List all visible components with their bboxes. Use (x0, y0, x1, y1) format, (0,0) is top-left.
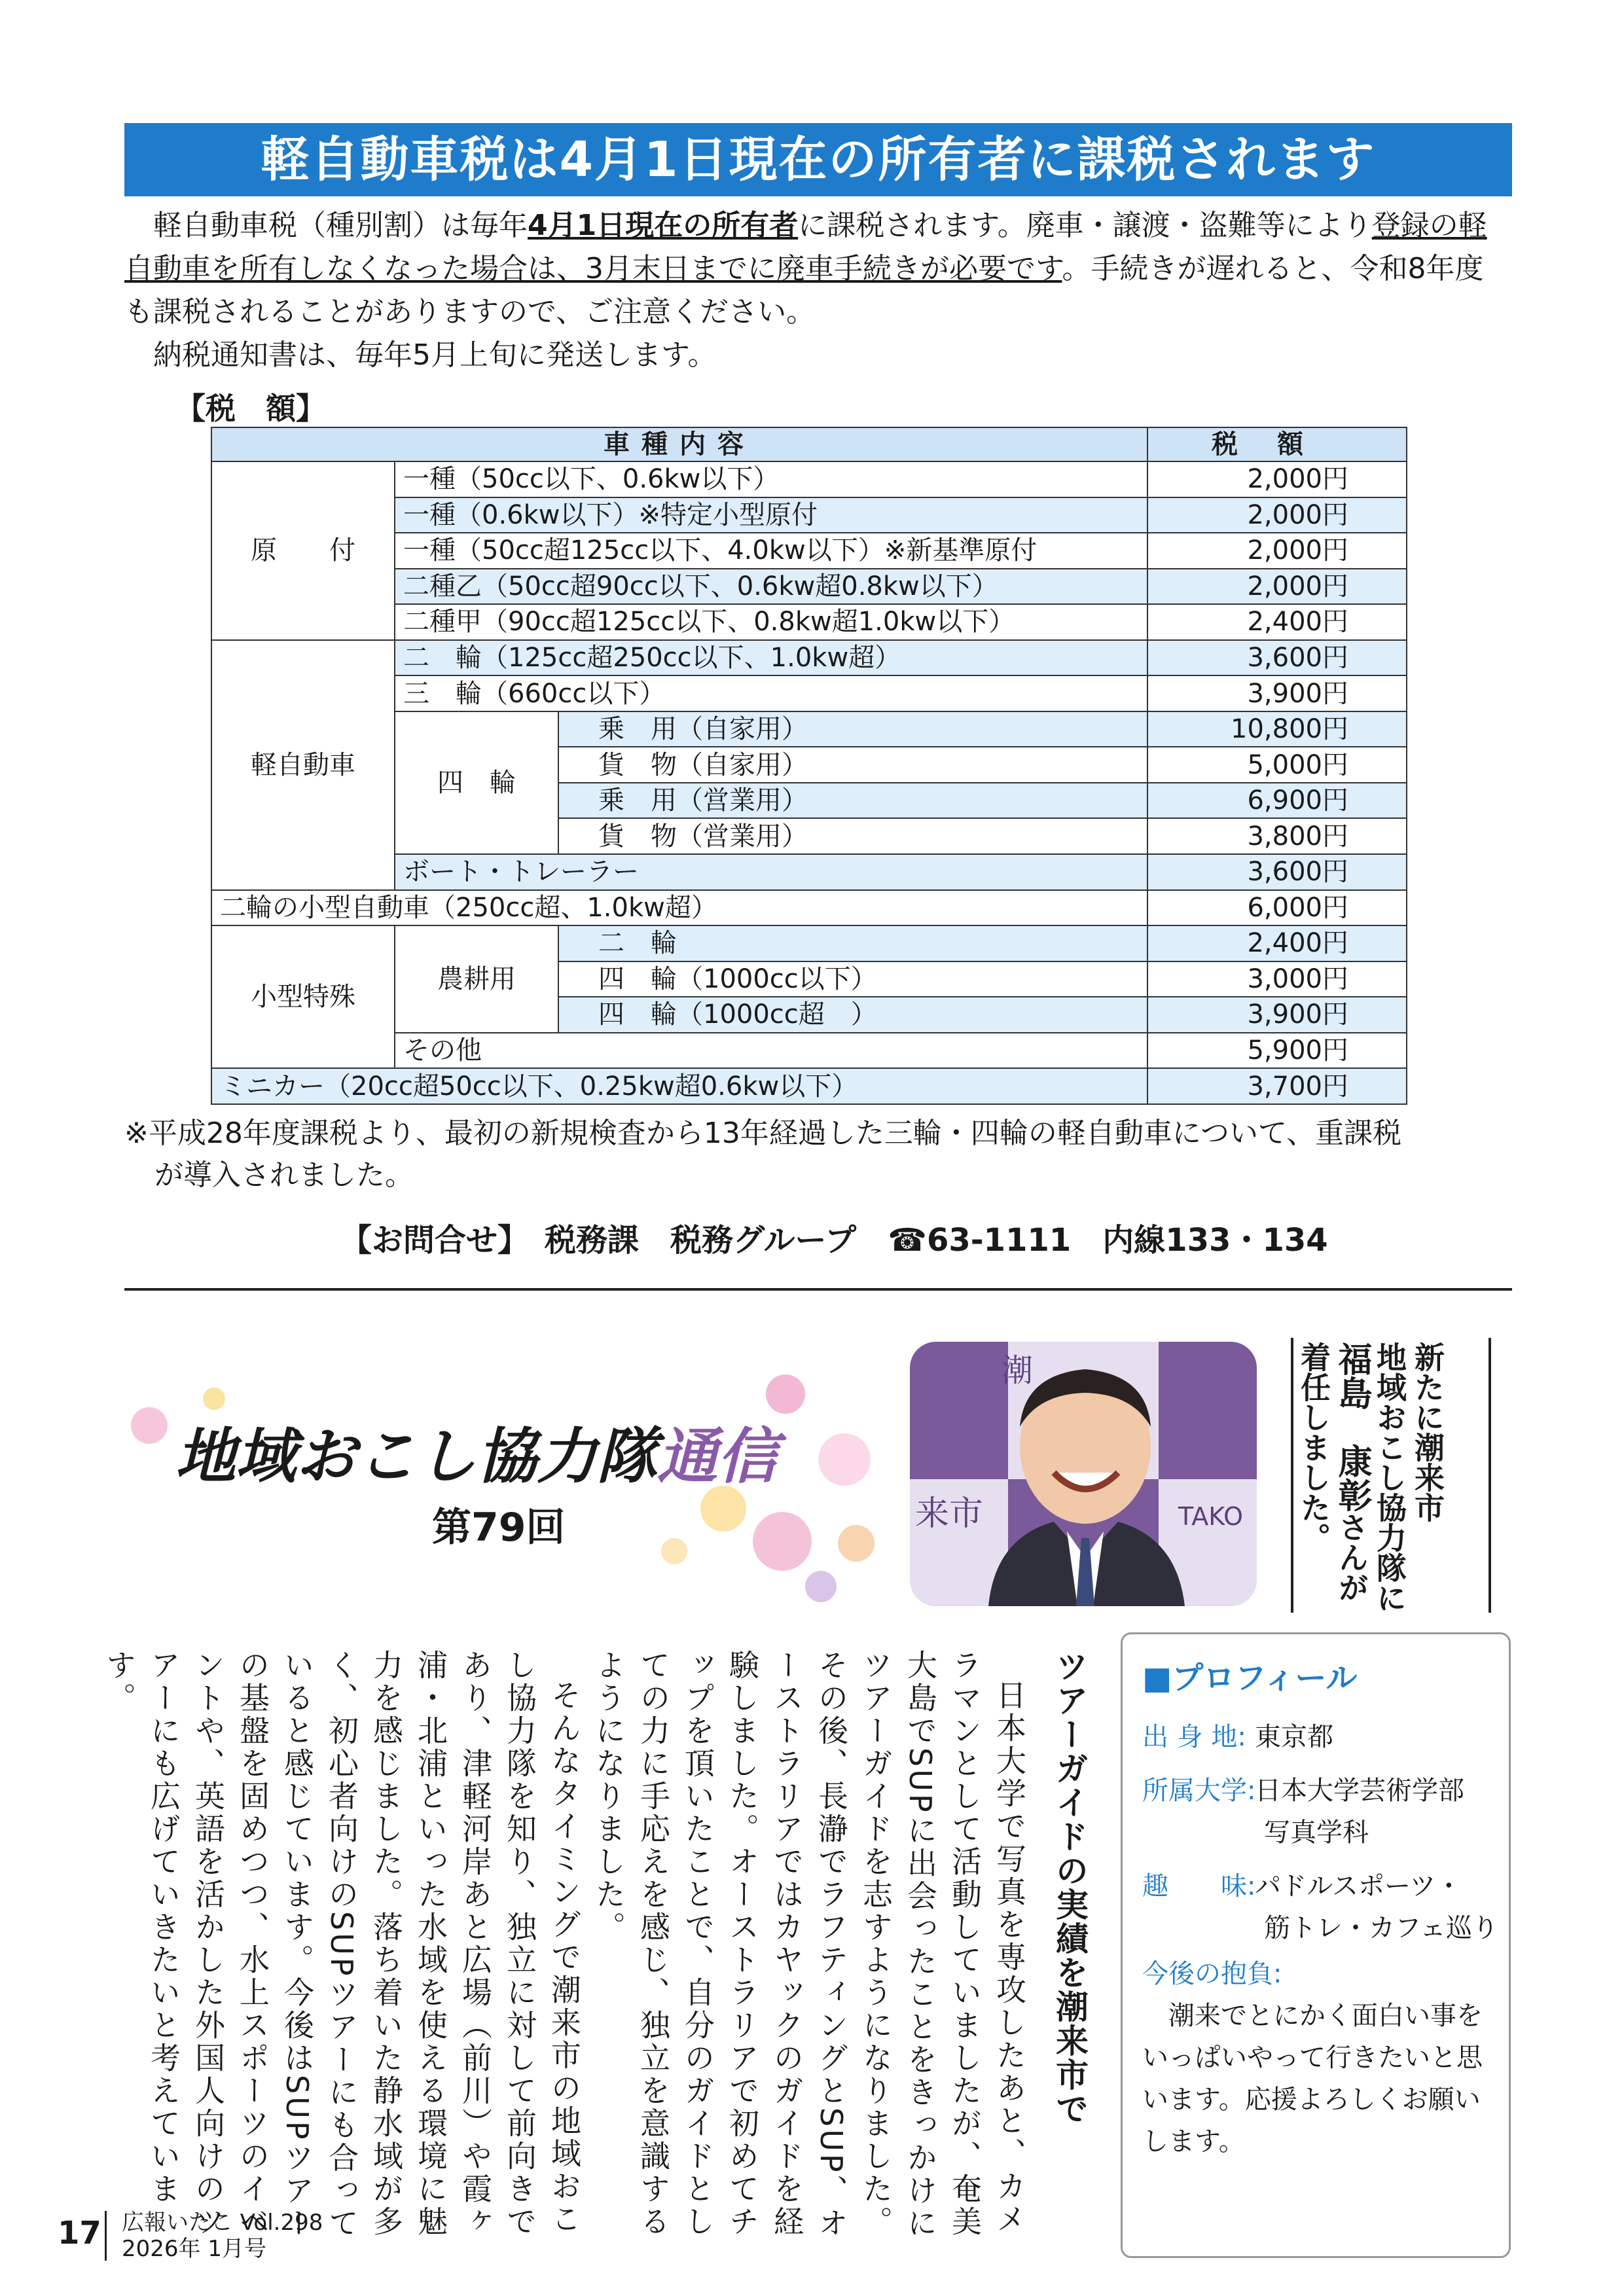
announce-rule (1489, 1338, 1491, 1613)
row-label: 三 輪（660cc以下） (395, 675, 1147, 711)
row-label: 貨 物（営業用） (558, 818, 1147, 854)
subcategory-noko: 農耕用 (395, 925, 558, 1033)
announce-line: 福島 康彰さんが (1332, 1342, 1371, 1602)
category-kogata: 小型特殊 (211, 925, 395, 1068)
row-label: 二輪の小型自動車（250cc超、1.0kw超） (211, 890, 1147, 926)
row-amount: 2,400円 (1147, 925, 1407, 961)
profile-hobby-line-2: 筋トレ・カフェ巡り (1264, 1913, 1498, 1943)
footer-rule (105, 2211, 107, 2261)
tax-intro-paragraph-2: 納税通知書は、毎年5月上旬に発送します。 (153, 338, 717, 372)
row-amount: 3,800円 (1147, 818, 1407, 854)
subcategory-yonrin: 四 輪 (395, 711, 558, 854)
table-row (211, 640, 1407, 676)
announce-line: 地域おこし協力隊に (1372, 1342, 1407, 1613)
series-title: 地域おこし協力隊通信 (175, 1422, 778, 1492)
row-amount: 3,600円 (1147, 640, 1407, 676)
col-header-type: 車種内容 (211, 427, 1147, 461)
series-number: 第79回 (432, 1505, 566, 1551)
announce-line: 着任しました。 (1296, 1342, 1331, 1552)
tax-contact: 【お問合せ】 税務課 税務グループ ☎63-1111 内線133・134 (340, 1222, 1328, 1259)
row-amount: 5,000円 (1147, 747, 1407, 783)
category-kei: 軽自動車 (211, 640, 395, 890)
row-label: 二種乙（50cc超90cc以下、0.6kw超0.8kw以下） (395, 569, 1147, 605)
row-label: 一種（50cc以下、0.6kw以下） (395, 461, 1147, 497)
footer-magazine-title: 広報いたこ Vol.298 (122, 2210, 323, 2236)
row-label: 二 輪 (558, 925, 1147, 961)
row-label: 二種甲（90cc超125cc以下、0.8kw超1.0kw以下） (395, 604, 1147, 640)
row-amount: 2,000円 (1147, 497, 1407, 533)
table-header-row (211, 427, 1407, 461)
row-label: ボート・トレーラー (395, 854, 1147, 890)
row-amount: 6,000円 (1147, 890, 1407, 926)
row-amount: 2,000円 (1147, 533, 1407, 569)
table-row (211, 925, 1407, 961)
tax-banner: 軽自動車税は4月1日現在の所有者に課税されます (124, 123, 1512, 196)
row-amount: 3,900円 (1147, 997, 1407, 1033)
page-number: 17 (58, 2215, 101, 2251)
row-amount: 2,000円 (1147, 569, 1407, 605)
article-body (101, 1649, 1032, 2265)
profile-title: ■プロフィール (1142, 1660, 1358, 1696)
profile-university-line-2: 写真学科 (1264, 1818, 1369, 1848)
footer-issue-date: 2026年 1月号 (122, 2236, 266, 2262)
row-label: ミニカー（20cc超50cc以下、0.25kw超0.6kw以下） (211, 1068, 1147, 1104)
tax-note-line-1: ※平成28年度課税より、最初の新規検査から13年経過した三輪・四輪の軽自動車について、重課税 (124, 1117, 1402, 1150)
photo-sign-3: TAKO (1178, 1502, 1244, 1531)
row-label: 貨 物（自家用） (558, 747, 1147, 783)
article-paragraph-1: 日本大学で写真を専攻したあと、カメラマンとして活動していましたが、奄美大島でSUPに出会ったことをきっかけにツアーガイドを志すようになりました。その後、長瀞でラフティングとSUP、オーストラリアではカヤックのガイドを経験しました。オーストラリアで初めてチップを頂いたことで、自分のガイドとしての力に手応えを感じ、独立を意識するようになりました。 (591, 1649, 1027, 2240)
row-label: その他 (395, 1033, 1147, 1069)
row-amount: 2,000円 (1147, 461, 1407, 497)
row-amount: 3,900円 (1147, 675, 1407, 711)
row-label: 四 輪（1000cc以下） (558, 961, 1147, 997)
announce-line: 新たに潮来市 (1410, 1342, 1445, 1522)
tax-intro-paragraph-1: 軽自動車税（種別割）は毎年4月1日現在の所有者に課税されます。廃車・譲渡・盗難等により登録の軽自動車を所有しなくなった場合は、3月末日までに廃車手続きが必要です。手続きが遅れると、令和8年度も課税されることがありますので、ご注意ください。 (124, 209, 1487, 329)
row-amount: 6,900円 (1147, 783, 1407, 819)
announce-rule (1291, 1338, 1293, 1613)
profile-university: 所属大学:日本大学芸術学部 (1142, 1776, 1464, 1806)
photo-sign-1: 潮 (1001, 1352, 1034, 1389)
tax-intro (124, 204, 1512, 377)
category-gentsuki: 原 付 (211, 461, 395, 640)
profile-aspiration-label: 今後の抱負: (1142, 1959, 1282, 1989)
row-label: 一種（50cc超125cc以下、4.0kw以下）※新基準原付 (395, 533, 1147, 569)
table-row (211, 1068, 1407, 1104)
article-title: ツアーガイドの実績を潮来市で (1051, 1649, 1089, 2126)
section-divider (124, 1288, 1512, 1291)
profile-birthplace: 出 身 地: 東京都 (1142, 1722, 1333, 1752)
row-label: 四 輪（1000cc超 ） (558, 997, 1147, 1033)
tax-table-heading: 【税 額】 (175, 391, 326, 426)
table-row (211, 461, 1407, 497)
table-row (211, 890, 1407, 926)
footer-magazine (122, 2210, 323, 2262)
row-label: 二 輪（125cc超250cc以下、1.0kw超） (395, 640, 1147, 676)
profile-box (1121, 1632, 1511, 2258)
row-label: 乗 用（自家用） (558, 711, 1147, 747)
row-label: 一種（0.6kw以下）※特定小型原付 (395, 497, 1147, 533)
row-amount: 3,600円 (1147, 854, 1407, 890)
row-amount: 2,400円 (1147, 604, 1407, 640)
row-amount: 3,700円 (1147, 1068, 1407, 1104)
row-label: 乗 用（営業用） (558, 783, 1147, 819)
tax-table (211, 427, 1407, 1105)
row-amount: 3,000円 (1147, 961, 1407, 997)
profile-hobby: 趣 味:パドルスポーツ・ (1142, 1871, 1462, 1901)
row-amount: 10,800円 (1147, 711, 1407, 747)
tax-note-line-2: が導入されました。 (154, 1158, 414, 1192)
col-header-amount: 税額 (1147, 427, 1407, 461)
row-amount: 5,900円 (1147, 1033, 1407, 1069)
article-paragraph-2: そんなタイミングで潮来市の地域おこし協力隊を知り、独立に対して前向きであり、津軽河岸あと広場（前川）や霞ヶ浦・北浦といった水域を使える環境に魅力を感じました。落ち着いた静水域が多く、初心者向けのSUPツアーにも合っていると感じています。今後はSUPツアーの基盤を固めつつ、水上スポーツのイベントや、英語を活かした外国人向けのツアーにも広げていきたいと考えています。 (101, 1649, 582, 2240)
profile-aspiration: 潮来でとにかく面白い事をいっぱいやって行きたいと思います。応援よろしくお願いします。 (1142, 2001, 1483, 2157)
member-photo-image (910, 1342, 1257, 1606)
tax-note (124, 1113, 1512, 1196)
new-member-announcement (1295, 1342, 1447, 1617)
member-photo (910, 1342, 1257, 1606)
photo-sign-2: 来市 (915, 1494, 984, 1534)
